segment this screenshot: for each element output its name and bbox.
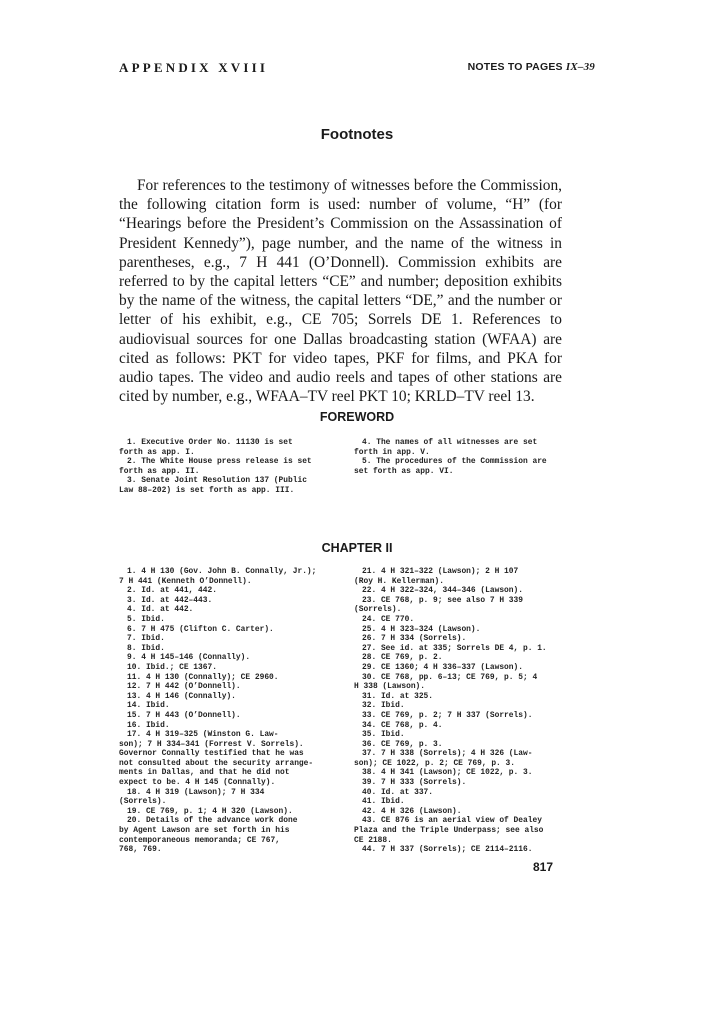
- footnote-line: set forth as app. VI.: [354, 466, 454, 476]
- footnote-line: ments in Dallas, and that he did not: [119, 768, 290, 778]
- footnote-line: 2. Id. at 441, 442.: [127, 586, 217, 596]
- page-title: Footnotes: [320, 126, 394, 143]
- footnote-line: 5. Ibid.: [127, 614, 165, 624]
- footnote-line: forth in app. V.: [354, 447, 430, 457]
- footnote-line: son); 7 H 334–341 (Forrest V. Sorrels).: [119, 739, 304, 749]
- footnote-line: 44. 7 H 337 (Sorrels); CE 2114–2116.: [362, 845, 533, 855]
- footnote-line: Law 88–202) is set forth as app. III.: [119, 485, 295, 495]
- footnote-line: 27. See id. at 335; Sorrels DE 4, p. 1.: [362, 643, 547, 653]
- footnote-line: 29. CE 1360; 4 H 336–337 (Lawson).: [362, 662, 523, 672]
- footnote-line: (Roy H. Kellerman).: [354, 576, 444, 586]
- footnote-line: 23. CE 768, p. 9; see also 7 H 339: [362, 595, 523, 605]
- footnote-line: 15. 7 H 443 (O’Donnell).: [127, 710, 241, 720]
- footnote-line: 3. Senate Joint Resolution 137 (Public: [127, 476, 307, 486]
- foreword-heading: FOREWORD: [319, 410, 395, 424]
- footnote-line: H 338 (Lawson).: [354, 682, 426, 692]
- chapter-notes-left: [119, 567, 333, 855]
- footnote-line: (Sorrels).: [354, 605, 402, 615]
- footnote-line: forth as app. II.: [119, 466, 200, 476]
- footnote-line: 8. Ibid.: [127, 643, 165, 653]
- footnote-line: 33. CE 769, p. 2; 7 H 337 (Sorrels).: [362, 710, 533, 720]
- footnote-line: 42. 4 H 326 (Lawson).: [362, 806, 462, 816]
- footnote-line: by Agent Lawson are set forth in his: [119, 826, 290, 836]
- footnote-line: 36. CE 769, p. 3.: [362, 739, 443, 749]
- footnote-line: 20. Details of the advance work done: [127, 816, 298, 826]
- chapter-notes-right: [354, 567, 568, 855]
- running-header-pages-range: IX–39: [565, 61, 595, 73]
- chapter-heading: CHAPTER II: [321, 541, 393, 555]
- footnote-line: 31. Id. at 325.: [362, 691, 434, 701]
- footnote-line: 7 H 441 (Kenneth O’Donnell).: [119, 576, 252, 586]
- footnote-line: 5. The procedures of the Commission are: [362, 457, 547, 467]
- footnote-line: 35. Ibid.: [362, 730, 405, 740]
- footnote-line: CE 2188.: [354, 835, 392, 845]
- intro-text: For references to the testimony of witnesses before the Commission, the following citation form is used: number of volume, “H” (for “Hearings before the President’s Commission on the Assassination of President Kennedy”), page number, and the name of the witness in parentheses, e.g., 7 H 441 (O’Donnell). Commission exhibits are referred to by the capital letters “CE” and number; deposition exhibits by the name of the witness, the capital letters “DE,” and the number or letter of his exhibit, e.g., CE 705; Sorrels DE 1. References to audiovisual sources for one Dallas broadcasting station (WFAA) are cited as follows: PKT for video tapes, PKF for films, and PKA for audio tapes. The video and audio reels and tapes of other stations are cited by number, e.g., WFAA–TV reel PKT 10; KRLD–TV reel 13.: [119, 177, 562, 406]
- footnote-line: 28. CE 769, p. 2.: [362, 653, 443, 663]
- intro-paragraph: [119, 176, 562, 406]
- footnote-line: 39. 7 H 333 (Sorrels).: [362, 778, 467, 788]
- foreword-notes-left: [119, 438, 333, 496]
- running-header-pages-prefix: NOTES TO PAGES: [467, 61, 563, 73]
- footnote-line: 1. 4 H 130 (Gov. John B. Connally, Jr.);: [127, 567, 317, 576]
- foreword-notes-right: [354, 438, 568, 476]
- page-number: 817: [533, 860, 554, 874]
- footnote-line: 19. CE 769, p. 1; 4 H 320 (Lawson).: [127, 806, 293, 816]
- footnote-line: 34. CE 768, p. 4.: [362, 720, 443, 730]
- footnote-line: Governor Connally testified that he was: [119, 749, 304, 759]
- footnote-line: 25. 4 H 323–324 (Lawson).: [362, 624, 481, 634]
- footnote-line: 6. 7 H 475 (Clifton C. Carter).: [127, 624, 274, 634]
- footnote-line: 40. Id. at 337.: [362, 787, 434, 797]
- footnote-line: contemporaneous memoranda; CE 767,: [119, 835, 280, 845]
- footnote-line: 2. The White House press release is set: [127, 457, 312, 467]
- footnote-line: expect to be. 4 H 145 (Connally).: [119, 778, 276, 788]
- footnote-line: 4. The names of all witnesses are set: [362, 438, 538, 447]
- footnote-line: not consulted about the security arrange-: [119, 758, 314, 768]
- footnote-line: forth as app. I.: [119, 447, 195, 457]
- running-header-title: APPENDIX XVIII: [119, 60, 269, 75]
- footnote-line: 11. 4 H 130 (Connally); CE 2960.: [127, 672, 279, 682]
- footnote-line: 1. Executive Order No. 11130 is set: [127, 438, 293, 447]
- footnote-line: 768, 769.: [119, 845, 162, 855]
- footnote-line: 3. Id. at 442–443.: [127, 595, 213, 605]
- footnote-line: Plaza and the Triple Underpass; see also: [354, 826, 544, 836]
- footnote-line: 16. Ibid.: [127, 720, 170, 730]
- footnote-line: 41. Ibid.: [362, 797, 405, 807]
- footnote-line: 43. CE 876 is an aerial view of Dealey: [362, 816, 542, 826]
- footnote-line: 18. 4 H 319 (Lawson); 7 H 334: [127, 787, 265, 797]
- footnote-line: 14. Ibid.: [127, 701, 170, 711]
- footnote-line: 9. 4 H 145–146 (Connally).: [127, 653, 251, 663]
- footnote-line: 38. 4 H 341 (Lawson); CE 1022, p. 3.: [362, 768, 533, 778]
- footnote-line: 22. 4 H 322–324, 344–346 (Lawson).: [362, 586, 523, 596]
- running-header-pages: [425, 61, 595, 73]
- footnote-line: 26. 7 H 334 (Sorrels).: [362, 634, 467, 644]
- footnote-line: 12. 7 H 442 (O’Donnell).: [127, 682, 241, 692]
- footnote-line: 24. CE 770.: [362, 614, 415, 624]
- footnote-line: son); CE 1022, p. 2; CE 769, p. 3.: [354, 758, 515, 768]
- footnote-line: 4. Id. at 442.: [127, 605, 194, 615]
- footnote-line: 32. Ibid.: [362, 701, 405, 711]
- footnote-line: 30. CE 768, pp. 6–13; CE 769, p. 5; 4: [362, 672, 538, 682]
- footnote-line: 13. 4 H 146 (Connally).: [127, 691, 236, 701]
- footnote-line: 7. Ibid.: [127, 634, 165, 644]
- footnote-line: 10. Ibid.; CE 1367.: [127, 662, 217, 672]
- footnote-line: 21. 4 H 321–322 (Lawson); 2 H 107: [362, 567, 519, 576]
- footnote-line: 37. 7 H 338 (Sorrels); 4 H 326 (Law-: [362, 749, 533, 759]
- footnote-line: 17. 4 H 319–325 (Winston G. Law-: [127, 730, 279, 740]
- footnote-line: (Sorrels).: [119, 797, 167, 807]
